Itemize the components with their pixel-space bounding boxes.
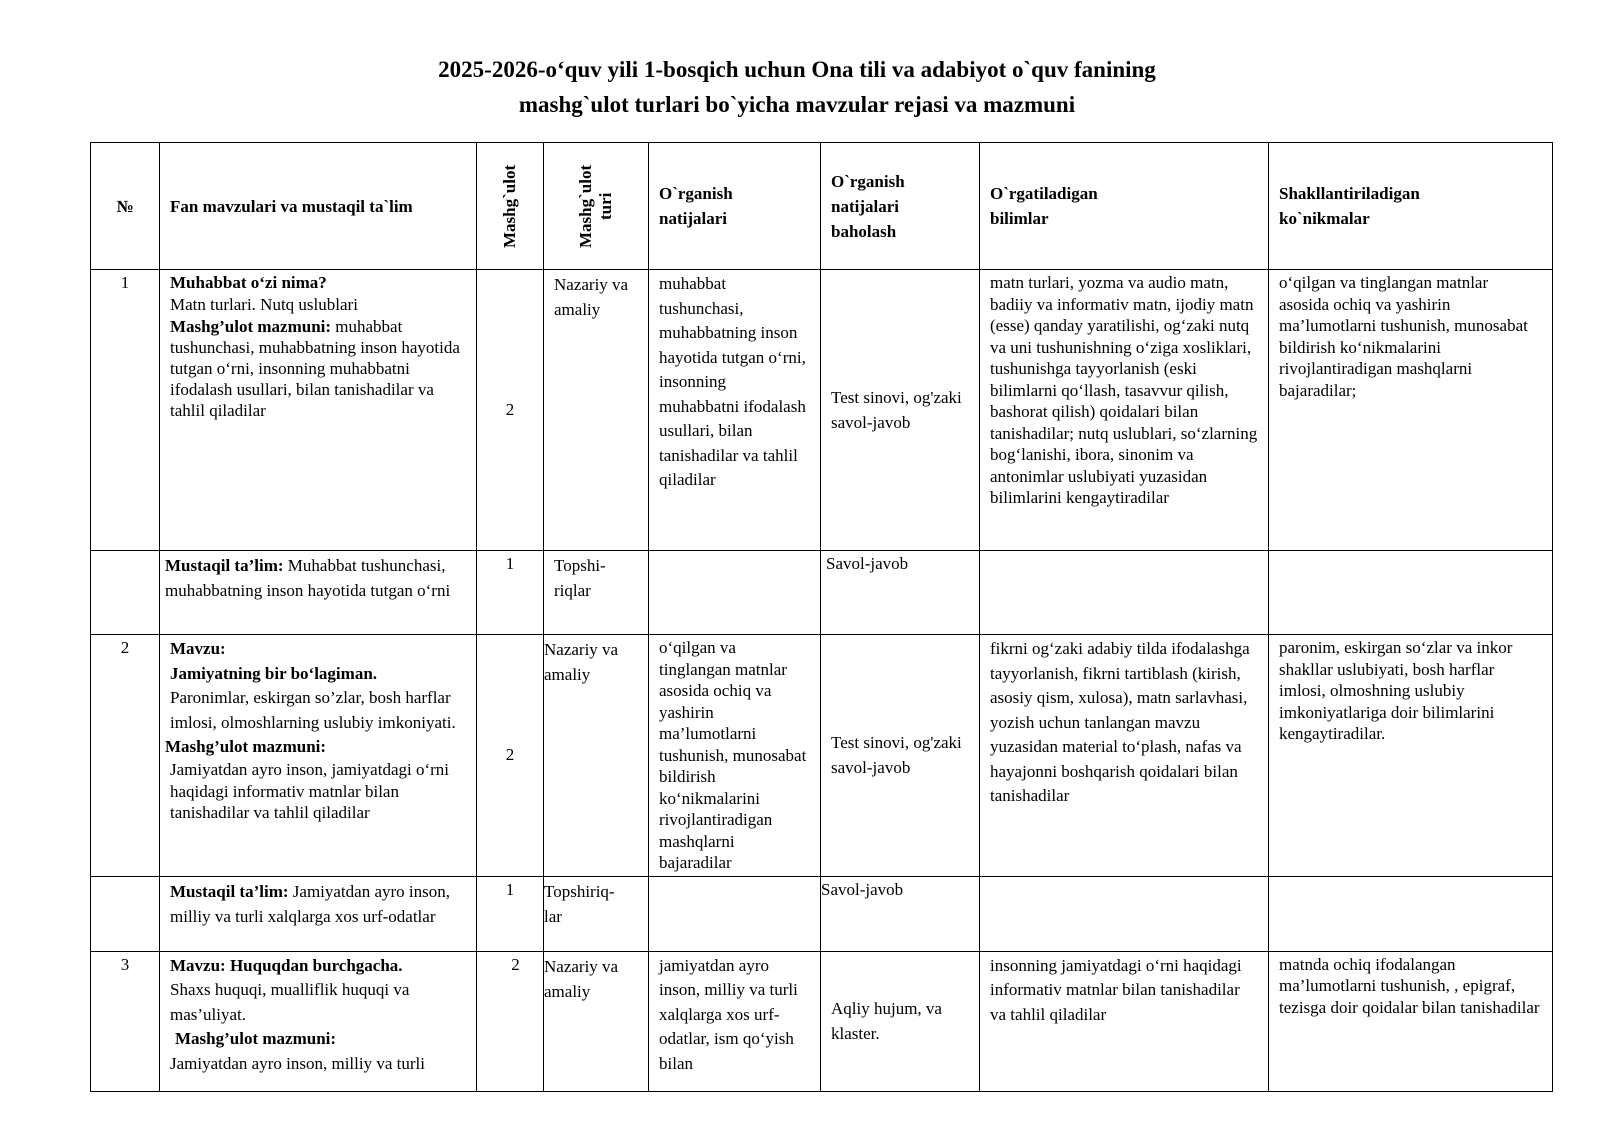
row-outcomes [649, 876, 821, 951]
header-number: № [91, 143, 160, 270]
row-skills: paronim, eskirgan so‘zlar va inkor shakllar uslubiyati, bosh harflar imlosi, olmoshning uslubiy imkoniyatlariga doir bilimlarini kengaytiradilar. [1269, 635, 1553, 877]
header-type: Mashg`ulot turi [544, 143, 649, 270]
row-topic: Mustaqil ta’lim: Muhabbat tushunchasi, muhabbatning inson hayotida tutgan o‘rni [160, 551, 477, 635]
table-row [91, 635, 1553, 877]
row-hours: 1 [477, 876, 544, 951]
row-topic: Muhabbat o‘zi nima? Matn turlari. Nutq uslublari Mashg’ulot mazmuni: muhabbat tushunchasi, muhabbatning inson hayotida tutgan o‘rni, insonning muhabbatni ifodalash usullari, bilan tanishadilar va tahlil qiladilar [160, 270, 477, 551]
row-skills [1269, 551, 1553, 635]
row-number: 2 [91, 635, 160, 877]
row-knowledge: insonning jamiyatdagi o‘rni haqidagi informativ matnlar bilan tanishadilar va tahlil qiladilar [980, 951, 1269, 1091]
row-assessment: Aqliy hujum, va klaster. [821, 951, 980, 1091]
table-row [91, 876, 1553, 951]
title-line-2: mashg`ulot turlari bo`yicha mavzular rejasi va mazmuni [518, 92, 1076, 117]
row-number: 3 [91, 951, 160, 1091]
row-knowledge: fikrni og‘zaki adabiy tilda ifodalashga tayyorlanish, fikrni tartiblash (kirish, asosiy qism, xulosa), matn sarlavhasi, yozish uchun tanlangan mavzu yuzasidan material to‘plash, nafas va hayajonni boshqarish qoidalari bilan tanishadilar [980, 635, 1269, 877]
header-knowledge: O`rgatiladigan bilimlar [980, 143, 1269, 270]
row-hours: 1 [477, 551, 544, 635]
row-hours: 2 [477, 635, 544, 877]
table-row [91, 951, 1553, 1091]
header-assessment: O`rganish natijalari baholash [821, 143, 980, 270]
header-skills: Shakllantiriladigan ko`nikmalar [1269, 143, 1553, 270]
table-row [91, 551, 1553, 635]
row-number [91, 551, 160, 635]
row-number [91, 876, 160, 951]
row-assessment: Savol-javob [821, 876, 980, 951]
title-line-1: 2025-2026-o‘quv yili 1-bosqich uchun Ona tili va adabiyot o`quv fanining [438, 57, 1156, 82]
row-hours: 2 [477, 270, 544, 551]
row-knowledge: matn turlari, yozma va audio matn, badiiy va informativ matn, ijodiy matn (esse) qanday yaratilishi, og‘zaki nutq va uni tushunishning o‘ziga xosliklari, tushunishga tayyorlanish (eski bilimlarni qo‘llash, tasavvur qilish, bashorat qilish) qoidalari bilan tanishadilar; nutq uslublari, so‘zlarning bog‘lanishi, ibora, sinonim va antonimlar uslubiyati yuzasidan bilimlarini kengaytiradilar [980, 270, 1269, 551]
row-assessment: Savol-javob [821, 551, 980, 635]
row-outcomes: jamiyatdan ayro inson, milliy va turli xalqlarga xos urf-odatlar, ism qo‘yish bilan [649, 951, 821, 1091]
row-type: Nazariy va amaliy [544, 951, 649, 1091]
row-skills: o‘qilgan va tinglangan matnlar asosida ochiq va yashirin ma’lumotlarni tushunish, munosabat bildirish ko‘nikmalarini rivojlantiradigan mashqlarni bajaradilar; [1269, 270, 1553, 551]
table-header-row [91, 143, 1553, 270]
row-topic: Mavzu: Huquqdan burchgacha. Shaxs huquqi, mualliflik huquqi va mas’uliyat. Mashg’ulot mazmuni: Jamiyatdan ayro inson, milliy va turli [160, 951, 477, 1091]
row-skills: matnda ochiq ifodalangan ma’lumotlarni tushunish, , epigraf, tezisga doir qoidalar bilan tanishadilar [1269, 951, 1553, 1091]
table-row [91, 270, 1553, 551]
header-topic: Fan mavzulari va mustaqil ta`lim [160, 143, 477, 270]
document-title [0, 52, 1600, 122]
row-assessment: Test sinovi, og'zaki savol-javob [821, 270, 980, 551]
header-outcomes: O`rganish natijalari [649, 143, 821, 270]
row-knowledge [980, 551, 1269, 635]
row-type: Nazariy va amaliy [544, 270, 649, 551]
row-outcomes [649, 551, 821, 635]
row-hours: 2 [477, 951, 544, 1091]
row-type: Nazariy va amaliy [544, 635, 649, 877]
row-outcomes: o‘qilgan va tinglangan matnlar asosida ochiq va yashirin ma’lumotlarni tushunish, munosabat bildirish ko‘nikmalarini rivojlantiradigan mashqlarni bajaradilar [649, 635, 821, 877]
row-type: Topshi- riqlar [544, 551, 649, 635]
row-topic: Mavzu: Jamiyatning bir bo‘lagiman. Paronimlar, eskirgan so’zlar, bosh harflar imlosi, olmoshlarning uslubiy imkoniyati. Mashg’ulot mazmuni: Jamiyatdan ayro inson, jamiyatdagi o‘rni haqidagi informativ matnlar bilan tanishadilar va tahlil qiladilar [160, 635, 477, 877]
row-number: 1 [91, 270, 160, 551]
row-outcomes: muhabbat tushunchasi, muhabbatning inson hayotida tutgan o‘rni, insonning muhabbatni ifodalash usullari, bilan tanishadilar va tahlil qiladilar [649, 270, 821, 551]
row-assessment: Test sinovi, og'zaki savol-javob [821, 635, 980, 877]
row-type: Topshiriq- lar [544, 876, 649, 951]
topics-plan-table [90, 142, 1553, 1092]
header-hours: Mashg`ulot [477, 143, 544, 270]
row-topic: Mustaqil ta’lim: Jamiyatdan ayro inson, milliy va turli xalqlarga xos urf-odatlar [160, 876, 477, 951]
row-skills [1269, 876, 1553, 951]
row-knowledge [980, 876, 1269, 951]
